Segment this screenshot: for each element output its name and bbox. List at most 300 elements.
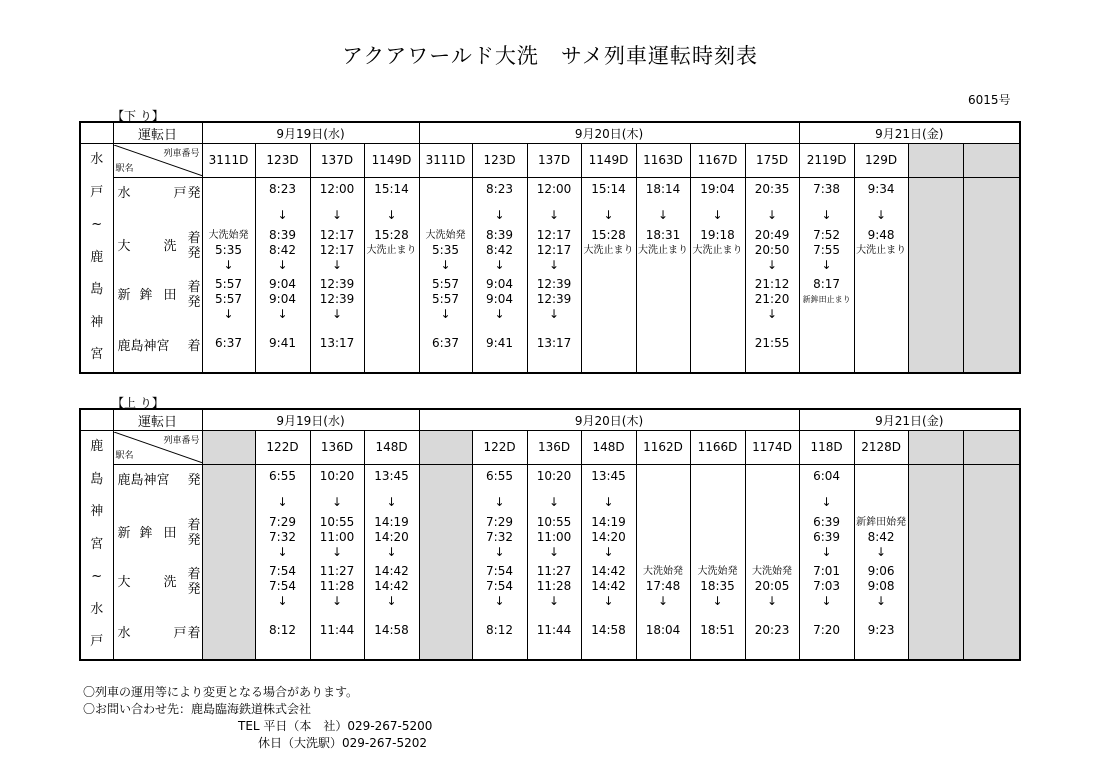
- route-side-label: [80, 144, 113, 373]
- time-cell: 11:27: [536, 563, 572, 578]
- down-arrow-icon: ↓: [386, 593, 397, 608]
- down-arrow-icon: ↓: [549, 306, 560, 321]
- station-name-char: 戸: [173, 185, 187, 201]
- time-cell: 8:42: [486, 242, 513, 257]
- blank-column: [908, 177, 963, 372]
- train-column: [854, 177, 908, 372]
- notes: [83, 684, 432, 752]
- time-cell: 8:12: [486, 622, 513, 637]
- down-arrow-icon: ↓: [331, 207, 343, 222]
- train-number: 148D: [581, 431, 636, 465]
- down-arrow-icon: ↓: [494, 494, 505, 509]
- time-cell: 14:20: [374, 529, 409, 544]
- time-cell: 9:23: [867, 622, 895, 637]
- side-char: 戸: [90, 184, 104, 200]
- time-cell: 大洗止まり: [583, 244, 634, 256]
- train-number: 2128D: [854, 431, 908, 465]
- time-cell: 21:20: [754, 291, 790, 306]
- time-cell: 大洗止まり: [692, 244, 743, 256]
- train-number: 137D: [527, 144, 581, 178]
- date-header: 9月21日(金): [799, 122, 1020, 144]
- time-cell: 6:55: [269, 468, 296, 483]
- time-cell: 11:44: [536, 622, 572, 637]
- time-cell: 11:00: [536, 529, 572, 544]
- train-number: 1149D: [364, 144, 419, 178]
- time-cell: 20:35: [754, 181, 790, 196]
- blank-column: [908, 144, 963, 178]
- train-column: [581, 464, 636, 659]
- time-cell: 9:04: [486, 291, 513, 306]
- header-corner: [80, 122, 113, 144]
- train-column: [690, 177, 745, 372]
- train-number: 122D: [472, 431, 527, 465]
- time-cell: 8:39: [486, 227, 513, 242]
- time-cell: 9:48: [867, 227, 895, 242]
- date-header: 9月19日(水): [202, 409, 419, 431]
- train-column: [854, 464, 908, 659]
- time-cell: 20:49: [754, 227, 790, 242]
- down-arrow-icon: ↓: [494, 544, 505, 559]
- time-cell: 9:04: [269, 276, 296, 291]
- time-cell: 9:41: [269, 335, 296, 350]
- station-name-char: 大: [117, 238, 131, 254]
- side-char: 水: [90, 601, 104, 617]
- time-cell: 11:27: [319, 563, 355, 578]
- train-column: [527, 464, 581, 659]
- station-column: [113, 464, 202, 659]
- time-cell: 18:51: [700, 622, 735, 637]
- time-cell: 11:28: [319, 578, 355, 593]
- time-cell: 5:57: [432, 291, 459, 306]
- time-cell: 5:35: [215, 242, 242, 257]
- time-cell: 21:55: [754, 335, 790, 350]
- time-cell: 6:55: [486, 468, 513, 483]
- station-type-label: 発: [187, 472, 201, 488]
- date-header: 9月20日(木): [419, 122, 799, 144]
- time-cell: 15:28: [591, 227, 626, 242]
- down-arrow-icon: ↓: [603, 593, 614, 608]
- time-cell: 大洗止まり: [856, 244, 907, 256]
- time-cell: 12:39: [536, 291, 572, 306]
- time-cell: 11:44: [319, 622, 355, 637]
- time-cell: 20:23: [754, 622, 790, 637]
- note-line: TEL 平日（本 社）029-267-5200: [238, 719, 433, 733]
- down-arrow-icon: ↓: [821, 494, 832, 509]
- time-cell: 7:52: [813, 227, 841, 242]
- time-cell: 18:35: [700, 578, 735, 593]
- time-cell: 7:32: [269, 529, 296, 544]
- time-cell: 7:54: [486, 563, 513, 578]
- time-cell: 19:18: [700, 227, 735, 242]
- time-cell: 5:57: [215, 276, 242, 291]
- train-number: 2119D: [799, 144, 854, 178]
- train-number: 122D: [255, 431, 310, 465]
- train-number: 1174D: [745, 431, 799, 465]
- train-column: [745, 464, 799, 659]
- time-cell: 9:08: [867, 578, 895, 593]
- train-column: [364, 177, 419, 372]
- train-number: 118D: [799, 431, 854, 465]
- blank-column: [963, 177, 1020, 372]
- time-cell: 6:37: [215, 335, 242, 350]
- time-cell: 14:42: [374, 563, 409, 578]
- down-arrow-icon: ↓: [494, 593, 505, 608]
- time-cell: 21:12: [754, 276, 790, 291]
- down-arrow-icon: ↓: [277, 544, 288, 559]
- side-char: 神: [90, 504, 104, 519]
- down-arrow-icon: ↓: [603, 494, 614, 509]
- date-header: 9月21日(金): [799, 409, 1020, 431]
- time-cell: 13:17: [319, 335, 355, 350]
- time-cell: 大洗始発: [697, 565, 738, 577]
- time-cell: 13:45: [591, 468, 626, 483]
- station-type-label: 発: [187, 185, 201, 201]
- down-arrow-icon: ↓: [549, 494, 560, 509]
- blank-column: [963, 431, 1020, 465]
- time-cell: 大洗始発: [752, 565, 793, 577]
- side-char: 戸: [90, 634, 104, 649]
- down-arrow-icon: ↓: [712, 207, 723, 222]
- down-arrow-icon: ↓: [658, 593, 669, 608]
- time-cell: 7:54: [269, 578, 296, 593]
- station-name-char: 大: [117, 574, 131, 590]
- down-arrow-icon: ↓: [712, 593, 723, 608]
- note-line: 〇列車の運用等により変更となる場合があります。: [83, 685, 359, 699]
- train-column: [472, 464, 527, 659]
- time-cell: 8:12: [269, 622, 296, 637]
- time-cell: 9:41: [486, 335, 513, 350]
- note-line: 休日（大洗駅）029-267-5202: [258, 736, 428, 750]
- blank-column: [908, 431, 963, 465]
- down-arrow-icon: ↓: [277, 494, 288, 509]
- train-column: [310, 464, 364, 659]
- time-cell: 15:14: [374, 181, 409, 196]
- station-name-char: 田: [163, 525, 177, 541]
- train-column: [310, 177, 364, 372]
- station-name-char: 鉾: [139, 525, 153, 541]
- station-type-label: 着: [187, 517, 201, 533]
- time-cell: 5:57: [432, 276, 459, 291]
- time-cell: 9:34: [867, 181, 895, 196]
- station-name: 鹿島神宮: [117, 338, 170, 354]
- down-arrow-icon: ↓: [386, 494, 397, 509]
- down-arrow-icon: ↓: [821, 207, 832, 222]
- down-arrow-icon: ↓: [331, 306, 343, 321]
- header-corner: [80, 409, 113, 431]
- time-cell: 14:58: [591, 622, 626, 637]
- time-cell: 12:39: [536, 276, 572, 291]
- train-number: 1149D: [581, 144, 636, 178]
- train-column: [690, 464, 745, 659]
- time-cell: 大洗止まり: [366, 244, 417, 256]
- blank-column: [908, 464, 963, 659]
- train-number: [202, 431, 255, 465]
- down-arrow-icon: ↓: [549, 593, 560, 608]
- time-cell: 7:20: [813, 622, 841, 637]
- note-line: 〇お問い合わせ先：鹿島臨海鉄道株式会社: [83, 702, 312, 716]
- down-arrow-icon: ↓: [440, 257, 451, 272]
- train-number: 148D: [364, 431, 419, 465]
- time-cell: 7:38: [813, 181, 841, 196]
- station-name-char: 田: [163, 287, 177, 303]
- station-name-char: 新: [117, 525, 131, 541]
- train-number-label: 列車番号: [163, 148, 200, 159]
- side-char: 鹿: [90, 249, 104, 265]
- down-arrow-icon: ↓: [331, 593, 343, 608]
- train-column: [419, 177, 472, 372]
- time-cell: 10:55: [536, 514, 572, 529]
- time-cell: 12:00: [536, 181, 572, 196]
- down-arrow-icon: ↓: [277, 593, 288, 608]
- train-number: 123D: [255, 144, 310, 178]
- time-cell: 7:54: [269, 563, 296, 578]
- side-char: 神: [90, 314, 104, 330]
- time-cell: 14:42: [374, 578, 409, 593]
- time-cell: 5:57: [215, 291, 242, 306]
- station-type-label: 発: [187, 581, 201, 597]
- down-arrow-icon: ↓: [767, 306, 778, 321]
- train-column: [255, 464, 310, 659]
- train-column: [636, 177, 690, 372]
- down-arrow-icon: ↓: [603, 544, 614, 559]
- time-cell: 7:29: [486, 514, 513, 529]
- time-cell: 15:28: [374, 227, 409, 242]
- down-arrow-icon: ↓: [549, 544, 560, 559]
- station-type-label: 着: [187, 230, 201, 246]
- train-number: 123D: [472, 144, 527, 178]
- down-arrow-icon: ↓: [658, 207, 669, 222]
- train-number-label: 列車番号: [163, 435, 200, 446]
- station-name-label: 駅名: [115, 450, 134, 461]
- station-name-char: 洗: [163, 574, 177, 590]
- time-cell: 14:20: [591, 529, 626, 544]
- train-number: 3111D: [202, 144, 255, 178]
- time-cell: 5:35: [432, 242, 459, 257]
- time-cell: 11:28: [536, 578, 572, 593]
- train-number: 136D: [527, 431, 581, 465]
- time-cell: 15:14: [591, 181, 626, 196]
- time-cell: 7:55: [813, 242, 841, 257]
- time-cell: 8:23: [486, 181, 513, 196]
- time-cell: 12:17: [319, 227, 355, 242]
- date-header: 9月20日(木): [419, 409, 799, 431]
- time-cell: 8:39: [269, 227, 296, 242]
- document-number: 6015号: [968, 93, 1011, 107]
- train-column: [527, 177, 581, 372]
- down-arrow-icon: ↓: [386, 544, 397, 559]
- time-cell: 7:29: [269, 514, 296, 529]
- time-cell: 14:19: [374, 514, 409, 529]
- down-section-label: 【下 り】: [112, 109, 164, 123]
- down-arrow-icon: ↓: [223, 257, 234, 272]
- train-column: [364, 464, 419, 659]
- time-cell: 10:55: [319, 514, 355, 529]
- train-number: 137D: [310, 144, 364, 178]
- time-cell: 12:39: [319, 276, 355, 291]
- time-cell: 12:17: [536, 242, 572, 257]
- down-arrow-icon: ↓: [494, 257, 505, 272]
- time-cell: 新鉾田止まり: [802, 294, 851, 304]
- station-name-label: 駅名: [115, 163, 134, 174]
- up-timetable: [79, 408, 1021, 661]
- train-number: 3111D: [419, 144, 472, 178]
- time-cell: 大洗始発: [208, 229, 249, 241]
- train-column: [472, 177, 527, 372]
- blank-column: [963, 144, 1020, 178]
- time-cell: 10:20: [319, 468, 355, 483]
- side-char: 島: [90, 471, 104, 487]
- station-type-label: 発: [187, 245, 201, 261]
- time-cell: 7:32: [486, 529, 513, 544]
- time-cell: 9:04: [269, 291, 296, 306]
- blank-column: [963, 464, 1020, 659]
- time-cell: 8:23: [269, 181, 296, 196]
- time-cell: 13:17: [536, 335, 572, 350]
- side-char: 鹿: [90, 439, 104, 454]
- time-cell: 10:20: [536, 468, 572, 483]
- train-column: [419, 464, 472, 659]
- down-arrow-icon: ↓: [767, 593, 778, 608]
- time-cell: 18:04: [645, 622, 681, 637]
- train-column: [636, 464, 690, 659]
- time-cell: 12:17: [319, 242, 355, 257]
- station-type-label: 発: [187, 532, 201, 548]
- down-arrow-icon: ↓: [767, 257, 778, 272]
- up-section-label: 【上 り】: [112, 396, 164, 410]
- down-arrow-icon: ↓: [876, 207, 887, 222]
- train-column: [202, 177, 255, 372]
- down-arrow-icon: ↓: [494, 306, 505, 321]
- train-number: 1166D: [690, 431, 745, 465]
- time-cell: 14:42: [591, 563, 626, 578]
- time-cell: 9:06: [867, 563, 895, 578]
- down-arrow-icon: ↓: [549, 207, 560, 222]
- time-cell: 9:04: [486, 276, 513, 291]
- station-name-char: 水: [117, 185, 131, 201]
- down-arrow-icon: ↓: [223, 306, 234, 321]
- train-column: [202, 464, 255, 659]
- header-diagonal-cell: [113, 431, 202, 465]
- time-cell: 新鉾田始発: [856, 516, 907, 528]
- train-column: [799, 177, 854, 372]
- time-cell: 20:50: [754, 242, 790, 257]
- station-column: [113, 177, 202, 372]
- station-name-char: 新: [117, 287, 131, 303]
- down-arrow-icon: ↓: [821, 257, 832, 272]
- time-cell: 8:42: [269, 242, 296, 257]
- train-number: 129D: [854, 144, 908, 178]
- time-cell: 6:04: [813, 468, 841, 483]
- down-arrow-icon: ↓: [494, 207, 505, 222]
- side-char: 宮: [90, 347, 104, 362]
- page-title: アクアワールド大洗 サメ列車運転時刻表: [341, 44, 759, 68]
- time-cell: 7:01: [813, 563, 841, 578]
- train-number: 136D: [310, 431, 364, 465]
- side-char: ~: [91, 217, 103, 232]
- time-cell: 12:00: [319, 181, 355, 196]
- train-column: [745, 177, 799, 372]
- time-cell: 6:39: [813, 529, 841, 544]
- train-column: [799, 464, 854, 659]
- down-arrow-icon: ↓: [331, 257, 343, 272]
- train-number: 1167D: [690, 144, 745, 178]
- run-day-header: 運転日: [113, 409, 202, 431]
- down-arrow-icon: ↓: [876, 544, 887, 559]
- header-diagonal-cell: [113, 144, 202, 178]
- station-name-char: 戸: [173, 625, 187, 641]
- time-cell: 8:17: [813, 276, 841, 291]
- time-cell: 14:19: [591, 514, 626, 529]
- train-number: 175D: [745, 144, 799, 178]
- time-cell: 大洗始発: [425, 229, 466, 241]
- time-cell: 12:39: [319, 291, 355, 306]
- run-day-header: 運転日: [113, 122, 202, 144]
- down-arrow-icon: ↓: [440, 306, 451, 321]
- time-cell: 20:05: [754, 578, 790, 593]
- station-type-label: 着: [187, 625, 201, 641]
- down-timetable: [79, 121, 1021, 374]
- time-cell: 7:03: [813, 578, 841, 593]
- time-cell: 大洗始発: [643, 565, 684, 577]
- time-cell: 11:00: [319, 529, 355, 544]
- time-cell: 8:42: [867, 529, 895, 544]
- down-arrow-icon: ↓: [331, 494, 343, 509]
- date-header: 9月19日(水): [202, 122, 419, 144]
- train-column: [255, 177, 310, 372]
- down-arrow-icon: ↓: [767, 207, 778, 222]
- side-char: ~: [91, 569, 103, 584]
- station-type-label: 発: [187, 294, 201, 310]
- train-number: [419, 431, 472, 465]
- time-cell: 18:14: [645, 181, 681, 196]
- train-column: [581, 177, 636, 372]
- time-cell: 12:17: [536, 227, 572, 242]
- time-cell: 6:39: [813, 514, 841, 529]
- down-arrow-icon: ↓: [821, 593, 832, 608]
- side-char: 宮: [90, 536, 104, 552]
- train-number: 1163D: [636, 144, 690, 178]
- station-type-label: 着: [187, 566, 201, 582]
- side-char: 水: [90, 152, 104, 167]
- down-arrow-icon: ↓: [277, 306, 288, 321]
- time-cell: 18:31: [645, 227, 681, 242]
- time-cell: 大洗止まり: [638, 244, 689, 256]
- time-cell: 14:42: [591, 578, 626, 593]
- time-cell: 17:48: [645, 578, 681, 593]
- down-arrow-icon: ↓: [277, 257, 288, 272]
- down-arrow-icon: ↓: [331, 544, 343, 559]
- down-arrow-icon: ↓: [549, 257, 560, 272]
- route-side-label: [80, 431, 113, 660]
- down-arrow-icon: ↓: [876, 593, 887, 608]
- down-arrow-icon: ↓: [386, 207, 397, 222]
- train-number: 1162D: [636, 431, 690, 465]
- station-name-char: 鉾: [139, 287, 153, 303]
- time-cell: 19:04: [700, 181, 735, 196]
- time-cell: 14:58: [374, 622, 409, 637]
- down-arrow-icon: ↓: [821, 544, 832, 559]
- station-name-char: 水: [117, 625, 131, 641]
- side-char: 島: [90, 282, 104, 297]
- station-name-char: 洗: [163, 238, 177, 254]
- station-name: 鹿島神宮: [117, 472, 170, 488]
- time-cell: 7:54: [486, 578, 513, 593]
- down-arrow-icon: ↓: [277, 207, 288, 222]
- station-type-label: 着: [187, 338, 201, 354]
- down-arrow-icon: ↓: [603, 207, 614, 222]
- station-type-label: 着: [187, 279, 201, 295]
- time-cell: 6:37: [432, 335, 459, 350]
